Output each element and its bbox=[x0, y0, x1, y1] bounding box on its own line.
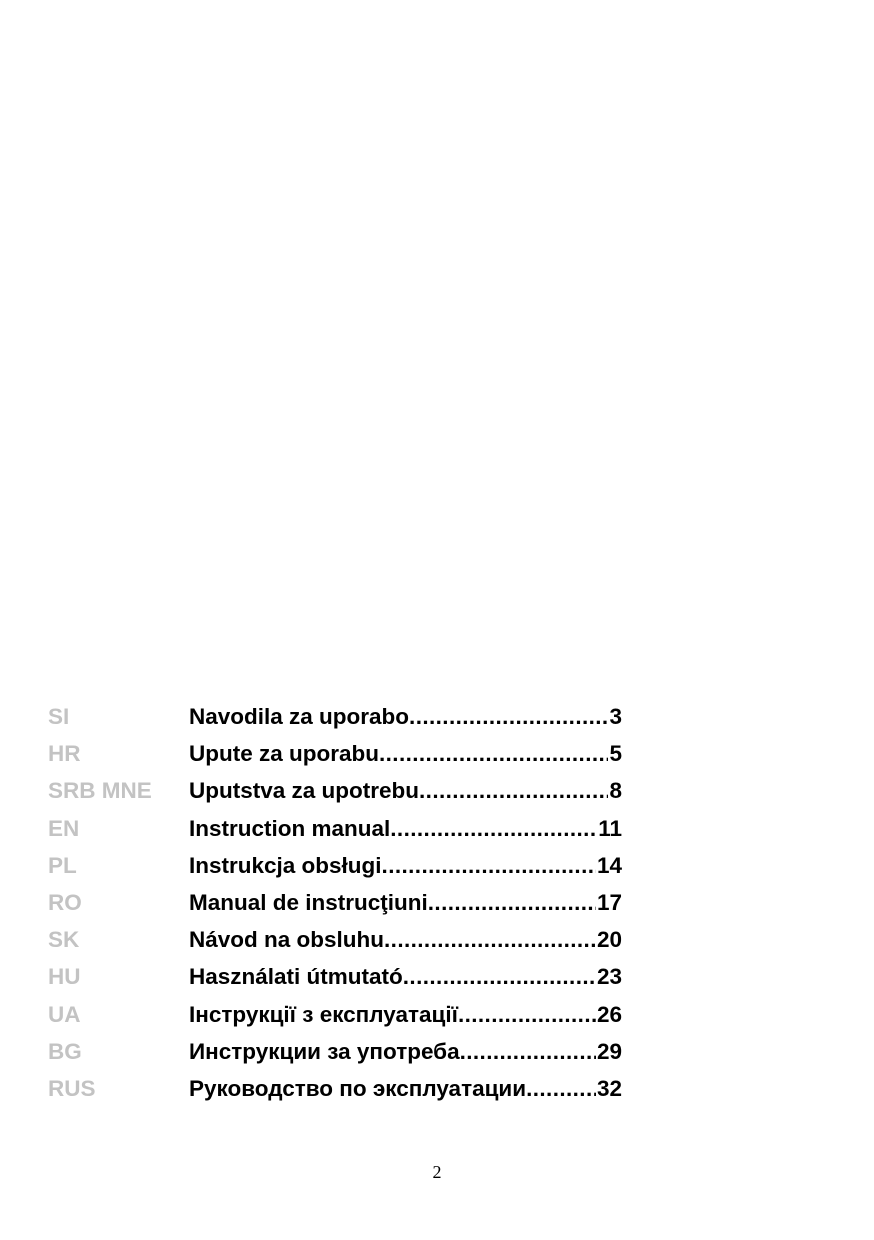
toc-entry-title: Manual de instrucţiuni bbox=[189, 889, 428, 915]
dot-leader bbox=[458, 996, 596, 1033]
language-code: HR bbox=[48, 741, 81, 767]
toc-entry[interactable] bbox=[189, 772, 622, 809]
language-code: SK bbox=[48, 927, 80, 953]
dot-leader bbox=[403, 958, 596, 995]
dot-leader bbox=[419, 772, 608, 809]
language-code: RUS bbox=[48, 1075, 96, 1101]
toc-entry[interactable] bbox=[189, 996, 622, 1033]
toc-page-number: 32 bbox=[596, 1075, 622, 1101]
language-code: SI bbox=[48, 704, 70, 729]
toc-row bbox=[48, 847, 628, 884]
toc-entry-title: Navodila za uporabo bbox=[189, 704, 410, 729]
toc-entry[interactable] bbox=[189, 921, 622, 958]
toc-entry-title: Руководство по эксплуатации bbox=[189, 1075, 527, 1101]
toc-row bbox=[48, 1033, 628, 1070]
toc-page-number: 29 bbox=[596, 1038, 622, 1064]
table-of-contents bbox=[48, 698, 628, 1107]
dot-leader bbox=[526, 1070, 596, 1107]
toc-row bbox=[48, 921, 628, 958]
dot-leader bbox=[382, 847, 596, 884]
toc-page-number: 11 bbox=[598, 815, 622, 841]
toc-page-number: 23 bbox=[596, 964, 622, 990]
toc-entry-title: Инструкции за употреба bbox=[189, 1038, 460, 1064]
language-code: EN bbox=[48, 815, 80, 841]
toc-entry-title: Uputstva za upotrebu bbox=[189, 778, 420, 804]
toc-entry-title: Instruction manual bbox=[189, 815, 391, 841]
toc-row bbox=[48, 884, 628, 921]
toc-entry[interactable] bbox=[189, 847, 622, 884]
dot-leader bbox=[460, 1033, 596, 1070]
dot-leader bbox=[379, 735, 608, 772]
dot-leader bbox=[390, 810, 597, 847]
page-number: 2 bbox=[432, 1162, 442, 1182]
toc-page-number: 3 bbox=[609, 704, 622, 729]
toc-entry-title: Használati útmutató bbox=[189, 964, 403, 990]
toc-row bbox=[48, 772, 628, 809]
toc-entry[interactable] bbox=[189, 1070, 622, 1107]
toc-entry[interactable] bbox=[189, 958, 622, 995]
toc-entry-title: Інструкції з експлуатації bbox=[189, 1001, 458, 1027]
toc-entry[interactable] bbox=[189, 735, 622, 772]
toc-entry-title: Instrukcja obsługi bbox=[189, 852, 382, 878]
toc-entry[interactable] bbox=[189, 698, 622, 735]
toc-row bbox=[48, 958, 628, 995]
language-code: HU bbox=[48, 964, 81, 990]
language-code: PL bbox=[48, 852, 77, 878]
language-code: UA bbox=[48, 1001, 81, 1027]
toc-row bbox=[48, 810, 628, 847]
toc-entry-title: Návod na obsluhu bbox=[189, 927, 385, 953]
language-code: BG bbox=[48, 1038, 82, 1064]
toc-entry[interactable] bbox=[189, 810, 622, 847]
toc-row bbox=[48, 698, 628, 735]
dot-leader bbox=[428, 884, 596, 921]
toc-page-number: 8 bbox=[609, 778, 622, 804]
toc-row bbox=[48, 735, 628, 772]
toc-page-number: 5 bbox=[609, 741, 622, 767]
dot-leader bbox=[409, 698, 608, 735]
toc-row bbox=[48, 996, 628, 1033]
toc-entry[interactable] bbox=[189, 884, 622, 921]
toc-entry-title: Upute za uporabu bbox=[189, 741, 379, 767]
toc-page-number: 17 bbox=[596, 889, 622, 915]
toc-row bbox=[48, 1070, 628, 1107]
language-code: SRB MNE bbox=[48, 778, 152, 804]
dot-leader bbox=[384, 921, 596, 958]
toc-page-number: 20 bbox=[596, 927, 622, 953]
language-code: RO bbox=[48, 889, 82, 915]
toc-page-number: 26 bbox=[596, 1001, 622, 1027]
toc-entry[interactable] bbox=[189, 1033, 622, 1070]
toc-page-number: 14 bbox=[596, 852, 622, 878]
